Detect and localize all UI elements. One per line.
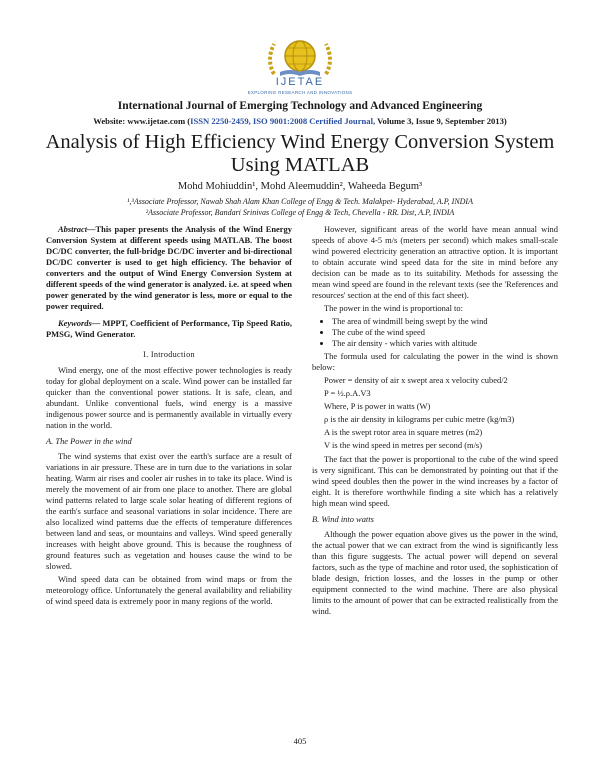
variable-a: A is the swept rotor area in square metres (m2) (324, 427, 483, 437)
page-number: 405 (293, 736, 307, 746)
right-column (312, 224, 558, 619)
proportional-intro: The power in the wind is proportional to: (324, 303, 463, 313)
factor-item: • The air density - which varies with altitude (332, 338, 558, 349)
variable-rho: ρ is the air density in kilograms per cubic metre (kg/m3) (324, 414, 515, 424)
keywords-label: Keywords— (58, 318, 101, 328)
logo-subtext: EXPLORING RESEARCH AND INNOVATIONS (247, 90, 353, 95)
mean-speed-paragraph: However, significant areas of the world have mean annual wind speeds of above 4-5 m/s (meters per second) which makes small-scale wind powered electricity generation an attractive option. It is important to obtain accurate wind speed data for the site in mind before any decision can be made as to its suitability. Methods for assessing the mean wind speed are found in the relevant texts (see the 'References and resources' section at the end of this fact sheet). (312, 224, 558, 300)
keywords (46, 318, 292, 340)
affiliation-1: ¹,³Associate Professor, Nawab Shah Alam Khan College of Engg & Tech. Malakpet- Hyderabad, A.P, INDIA (127, 197, 473, 206)
wind-into-watts-paragraph: Although the power equation above gives us the power in the wind, the actual power that we can extract from the wind is significantly less than this figure suggests. The actual power will depend on several factors, such as the type of machine and rotor used, the sophistication of blade design, friction losses, and the losses in the pump or other equipment connected to the wind machine. There are also physical limits to the amount of power that can be extracted realistically from the wind. (312, 529, 558, 616)
wind-data-paragraph: Wind speed data can be obtained from wind maps or from the meteorology office. Unfortunately the general availability and reliability of wind speed data is extremely poor in many regions of the world. (46, 574, 292, 606)
section-heading-introduction: I. Introduction (143, 350, 195, 359)
intro-paragraph: Wind energy, one of the most effective power technologies is ready today for global deployment on a scale. Wind power can be installed far quicker than the conventional power stations. It is safe, clean, and abundant. Unlike conventional fuels, wind energy is a massive indigenous power source and is permanently available in virtually every nation in the world. (46, 365, 292, 430)
factor-list (312, 316, 558, 349)
subsection-heading-b: B. Wind into watts (312, 514, 374, 524)
keywords-text: MPPT, Coefficient of Performance, Tip Speed Ratio, PMSG, Wind Generator. (46, 318, 292, 339)
website-issn: ISSN 2250-2459, ISO 9001:2008 Certified Journal, (190, 116, 376, 126)
factor-item: • The cube of the wind speed (332, 327, 558, 338)
variable-v: V is the wind speed in metres per second (m/s) (324, 440, 483, 450)
subsection-heading-a: A. The Power in the wind (46, 436, 132, 446)
logo-text: IJETAE (275, 76, 325, 88)
authors: Mohd Mohiuddin¹, Mohd Aleemuddin², Waheeda Begum³ (177, 181, 423, 192)
left-column (46, 224, 292, 609)
abstract-text: This paper presents the Analysis of the Wind Energy Conversion System at different speeds using MATLAB. The boost DC/DC converter, the full-bridge DC/DC inverter and bi-directional DC/DC converter is used to get high efficiency. The behavior of converters and the output of Wind Energy Conversion System at different speeds of the wind generator is analyzed. i.e. at speed when power generated by the wind generator is less, more or equal to the power required. (46, 224, 292, 311)
affiliation-2: ²Associate Professor, Bandari Srinivas College of Engg & Tech, Chevella - RR. Dist, A.P, INDIA (145, 208, 455, 217)
power-in-wind-paragraph: The wind systems that exist over the earth's surface are a result of variations in air pressure. These are in turn due to the variations in solar heating. Warm air rises and cooler air rushes in to take its place. Wind is merely the movement of air from one place to another. There are global wind patterns related to large scale solar heating of different regions of the earth's surface and seasonal variations in solar incidence. There are also localized wind patterns due the effects of temperature differences between land and seas, or mountains and valleys. Wind speed generally increases with height above ground. This is because the roughness of ground features such as vegetation and houses cause the wind to be slowed. (46, 451, 292, 571)
formula-symbols: P = ½.ρ.A.V3 (324, 388, 371, 398)
journal-name: International Journal of Emerging Technology and Advanced Engineering (117, 100, 483, 112)
abstract (46, 224, 292, 312)
abstract-label: Abstract— (58, 224, 96, 234)
formula-intro: The formula used for calculating the power in the wind is shown below: (312, 351, 558, 372)
cube-significance-paragraph: The fact that the power is proportional to the cube of the wind speed is very significant. This can be demonstrated by pointing out that if the wind speed doubles then the power in the wind increases by a factor of eight. It is therefore worthwhile finding a site which has a relatively high mean wind speed. (312, 454, 558, 508)
paper-title: Analysis of High Efficiency Wind Energy Conversion System Using MATLAB (45, 131, 555, 176)
formula-words: Power = density of air x swept area x velocity cubed/2 (324, 375, 508, 385)
variable-p: Where, P is power in watts (W) (324, 401, 431, 411)
journal-website (0, 116, 600, 126)
website-prefix: Website: www.ijetae.com ( (93, 116, 191, 126)
factor-item: • The area of windmill being swept by the wind (332, 316, 558, 327)
website-suffix: Volume 3, Issue 9, September 2013) (375, 116, 507, 126)
